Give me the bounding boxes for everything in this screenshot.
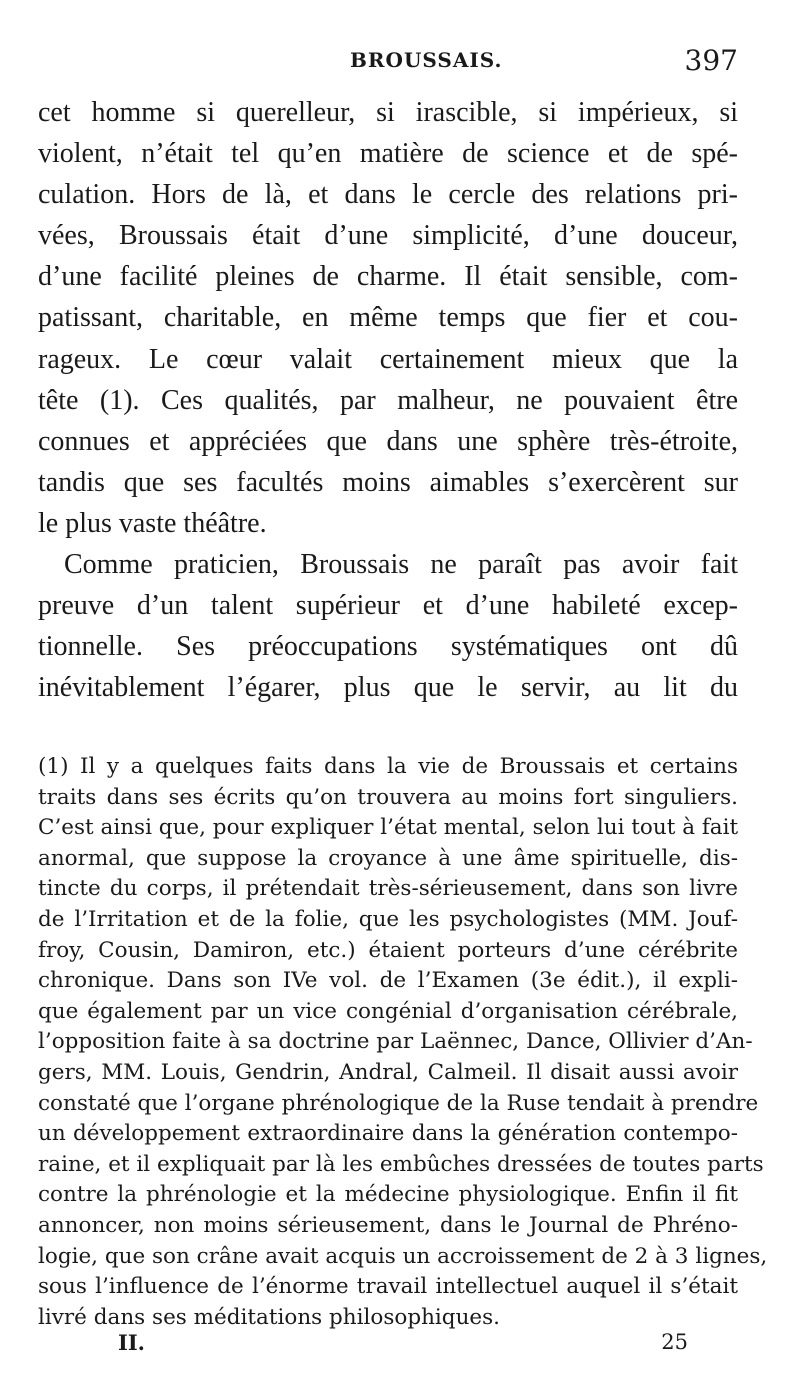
- footnote-line: de l’Irritation et de la folie, que les psychologistes (MM. Jouf-: [38, 906, 738, 932]
- text-line: patissant, charitable, en même temps que fier et cou-: [38, 302, 738, 334]
- sheet-number: 25: [661, 1330, 688, 1354]
- footnote-line: sous l’influence de l’énorme travail intellectuel auquel il s’était: [38, 1274, 738, 1300]
- signature-mark: II.: [118, 1330, 145, 1355]
- footnote-line: traits dans ses écrits qu’on trouvera au moins fort singuliers.: [38, 784, 738, 810]
- footnote-line: logie, que son crâne avait acquis un accroissement de 2 à 3 lignes,: [38, 1243, 768, 1269]
- text-line: tête (1). Ces qualités, par malheur, ne pouvaient être: [38, 384, 738, 416]
- text-line: d’une facilité pleines de charme. Il était sensible, com-: [38, 261, 738, 293]
- page-footer: [118, 1330, 688, 1360]
- page-number: 397: [684, 44, 738, 77]
- text-line: preuve d’un talent supérieur et d’une habileté excep-: [38, 590, 738, 622]
- footnote-line: C’est ainsi que, pour expliquer l’état mental, selon lui tout à fait: [38, 815, 739, 841]
- page-header: [38, 44, 738, 88]
- footnote-line: annoncer, non moins sérieusement, dans le Journal de Phréno-: [38, 1212, 738, 1238]
- footnote-line: chronique. Dans son IVe vol. de l’Examen (3e édit.), il expli-: [38, 968, 738, 994]
- footnote-line: tincte du corps, il prétendait très-sérieusement, dans son livre: [38, 876, 738, 902]
- text-line: tionnelle. Ses préoccupations systématiques ont dû: [38, 631, 738, 663]
- text-line-paragraph-end: le plus vaste théâtre.: [38, 507, 267, 539]
- main-text: [38, 92, 738, 708]
- running-title: BROUSSAIS.: [350, 48, 503, 72]
- footnote-line: constaté que l’organe phrénologique de la Ruse tendait à prendre: [38, 1090, 759, 1116]
- text-line-paragraph-start: Comme praticien, Broussais ne paraît pas avoir fait: [64, 549, 738, 581]
- footnote-line: raine, et il expliquait par là les embûches dressées de toutes parts: [38, 1151, 764, 1177]
- text-line: rageux. Le cœur valait certainement mieux que la: [38, 343, 738, 375]
- text-line: tandis que ses facultés moins aimables s’exercèrent sur: [38, 466, 738, 498]
- footnote-line: contre la phrénologie et la médecine physiologique. Enfin il fit: [38, 1182, 738, 1208]
- text-line: violent, n’était tel qu’en matière de science et de spé-: [38, 138, 738, 170]
- footnote-line-end: livré dans ses méditations philosophiques.: [38, 1304, 501, 1330]
- text-line: vées, Broussais était d’une simplicité, d’une douceur,: [38, 220, 738, 252]
- text-line: inévitablement l’égarer, plus que le servir, au lit du: [38, 672, 738, 704]
- footnote-line: gers, MM. Louis, Gendrin, Andral, Calmeil. Il disait aussi avoir: [38, 1059, 738, 1085]
- text-line: culation. Hors de là, et dans le cercle des relations pri-: [38, 179, 738, 211]
- footnote-line: l’opposition faite à sa doctrine par Laënnec, Dance, Ollivier d’An-: [38, 1029, 753, 1055]
- footnote-line: froy, Cousin, Damiron, etc.) étaient porteurs d’une cérébrite: [38, 937, 738, 963]
- footnote-line: que également par un vice congénial d’organisation cérébrale,: [38, 998, 738, 1024]
- text-line: connues et appréciées que dans une sphère très-étroite,: [38, 425, 738, 457]
- footnote-line: (1) Il y a quelques faits dans la vie de Broussais et certains: [38, 754, 738, 779]
- footnote-line: un développement extraordinaire dans la génération contempo-: [38, 1121, 738, 1147]
- text-line: cet homme si querelleur, si irascible, si impérieux, si: [38, 97, 738, 128]
- footnote: [38, 752, 768, 1333]
- footnote-line: anormal, que suppose la croyance à une âme spirituelle, dis-: [38, 845, 738, 871]
